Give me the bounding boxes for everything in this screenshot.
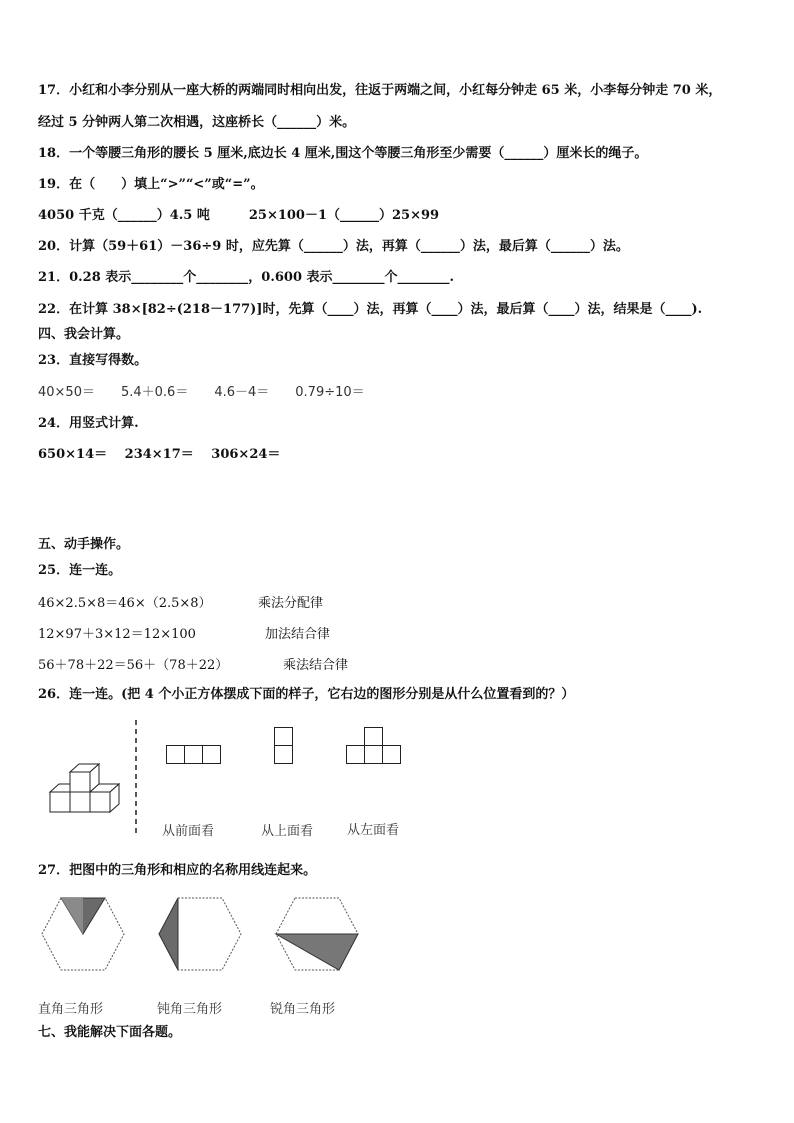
q26: 26．连一连。(把 4 个小正方体摆成下面的样子，它右边的图形分别是从什么位置看到的？） xyxy=(38,687,575,702)
q22: 22．在计算 38×[82÷(218－177)]时，先算（____）法，再算（____）法，最后算（____）法，结果是（____). xyxy=(38,302,703,317)
view-label-left: 从左面看 xyxy=(347,823,400,838)
q23-items: 40×50＝ 5.4＋0.6＝ 4.6－4＝ 0.79÷10＝ xyxy=(38,385,365,400)
q19-items: 4050 千克（______）4.5 吨 25×100－1（______）25×99 xyxy=(38,208,440,223)
view-label-front: 从前面看 xyxy=(162,824,215,839)
q18: 18．一个等腰三角形的腰长 5 厘米,底边长 4 厘米,围这个等腰三角形至少需要（______）厘米长的绳子。 xyxy=(38,146,648,161)
q27: 27．把图中的三角形和相应的名称用线连起来。 xyxy=(38,863,317,878)
view-figure-1 xyxy=(166,745,222,765)
section-5-heading: 五、动手操作。 xyxy=(38,537,130,552)
q21: 21．0.28 表示________个________，0.600 表示________个________. xyxy=(38,270,455,285)
cube-stack-figure xyxy=(44,762,124,822)
q20: 20．计算（59＋61）－36÷9 时，应先算（______）法，再算（______）法，最后算（______）法。 xyxy=(38,239,629,254)
triangle-name-right: 直角三角形 xyxy=(38,1002,104,1017)
q24: 24．用竖式计算. xyxy=(38,416,139,431)
q25-law-2: 加法结合律 xyxy=(265,627,331,642)
view-figure-3 xyxy=(346,727,404,765)
triangle-name-acute: 锐角三角形 xyxy=(270,1002,336,1017)
q17-line1: 17．小红和小李分别从一座大桥的两端同时相向出发，往返于两端之间，小红每分钟走 65 米，小李每分钟走 70 米， xyxy=(38,83,722,98)
view-label-top: 从上面看 xyxy=(261,824,314,839)
dashed-divider xyxy=(134,720,138,836)
q25-expression-2: 12×97＋3×12＝12×100 xyxy=(38,627,196,642)
hexagon-figure-2 xyxy=(157,896,243,972)
q25-expression-3: 56＋78＋22＝56＋（78＋22） xyxy=(38,658,229,673)
hexagon-figure-1 xyxy=(40,896,126,972)
section-7-heading: 七、我能解决下面各题。 xyxy=(38,1025,182,1040)
q25-law-1: 乘法分配律 xyxy=(258,596,324,611)
section-4-heading: 四、我会计算。 xyxy=(38,327,130,342)
q25-expression-1: 46×2.5×8＝46×（2.5×8） xyxy=(38,596,212,611)
q24-items: 650×14＝ 234×17＝ 306×24＝ xyxy=(38,447,281,462)
q25-law-3: 乘法结合律 xyxy=(283,658,349,673)
q23: 23．直接写得数。 xyxy=(38,353,148,368)
hexagon-figure-3 xyxy=(274,896,360,972)
view-figure-2 xyxy=(274,727,296,765)
triangle-name-obtuse: 钝角三角形 xyxy=(157,1002,223,1017)
q19: 19．在（ ）填上“>”“<”或“=”。 xyxy=(38,177,264,192)
q25: 25．连一连。 xyxy=(38,563,122,578)
q17-line2: 经过 5 分钟两人第二次相遇，这座桥长（______）米。 xyxy=(38,115,356,130)
